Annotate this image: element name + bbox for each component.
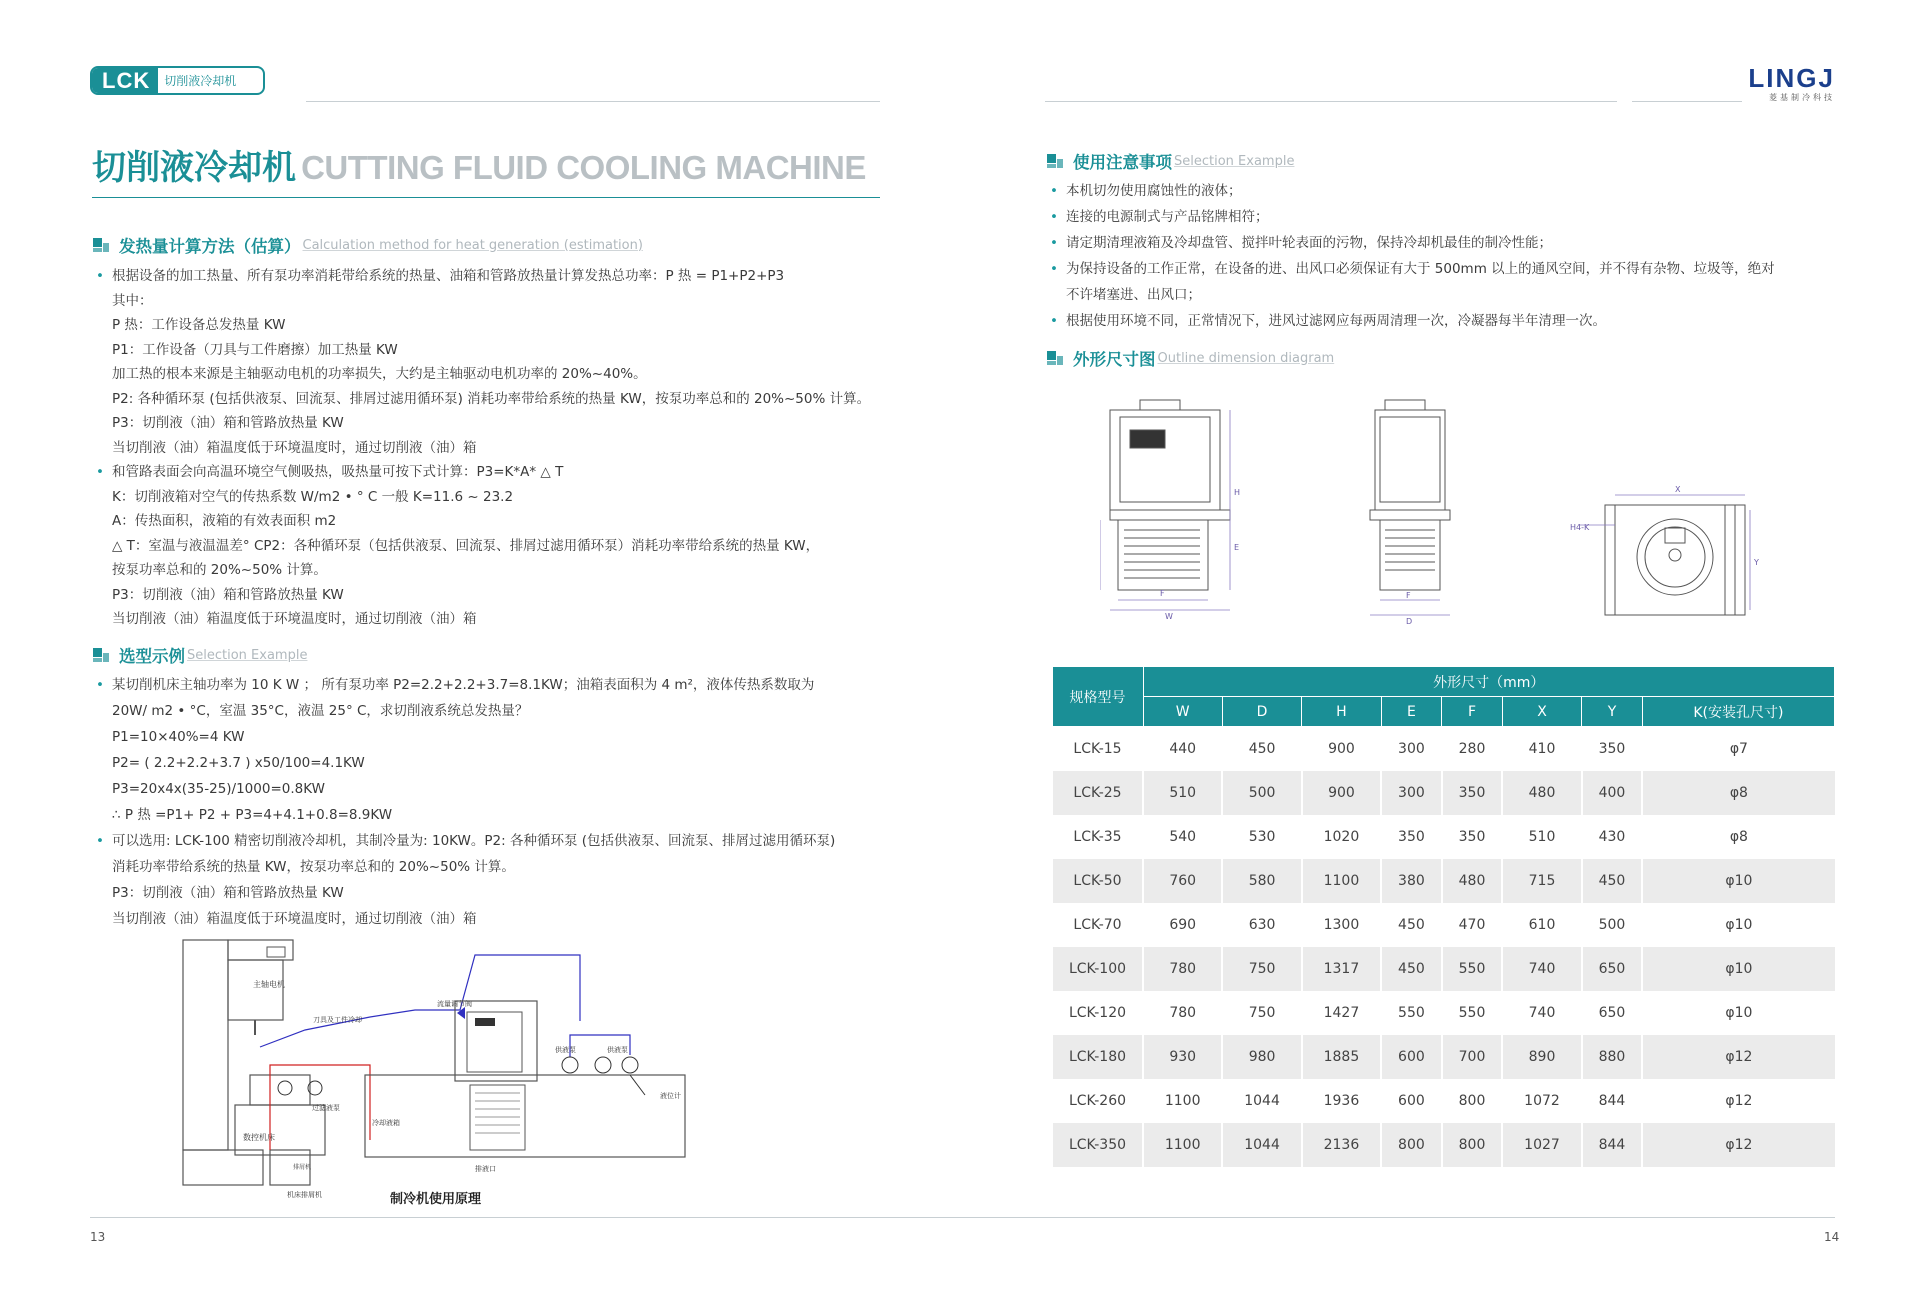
table-row bbox=[1052, 947, 1835, 991]
text-line: • 连接的电源制式与产品铭牌相符； bbox=[1066, 208, 1269, 226]
label-drain-box: 排屑机 bbox=[293, 1164, 312, 1171]
dimension-cell: 740 bbox=[1502, 991, 1581, 1035]
front-view bbox=[1110, 400, 1230, 590]
header-rule-mid bbox=[1045, 101, 1617, 102]
outline-section-en: Outline dimension diagram bbox=[1157, 350, 1335, 366]
dimension-cell: 1020 bbox=[1302, 815, 1381, 859]
dimension-cell: 980 bbox=[1222, 1035, 1301, 1079]
text-line: P2: 各种循环泵 (包括供液泵、回流泵、排屑过滤用循环泵) 消耗功率带给系统的热量 KW，按泵功率总和的 20%~50% 计算。 bbox=[112, 390, 871, 407]
column-header: W bbox=[1143, 697, 1222, 727]
dimension-group-header: 外形尺寸（mm） bbox=[1143, 667, 1835, 697]
model-cell: LCK-25 bbox=[1052, 771, 1143, 815]
dim-label-x: X bbox=[1675, 485, 1681, 494]
outline-section-zh: 外形尺寸图 bbox=[1073, 350, 1156, 369]
table-row bbox=[1052, 815, 1835, 859]
dimension-cell: 1936 bbox=[1302, 1079, 1381, 1123]
dimension-cell: 510 bbox=[1502, 815, 1581, 859]
dimension-cell: 1427 bbox=[1302, 991, 1381, 1035]
dimension-cell: 1317 bbox=[1302, 947, 1381, 991]
dimension-cell: 1300 bbox=[1302, 903, 1381, 947]
badge-code: LCK bbox=[92, 68, 158, 93]
series-badge bbox=[90, 66, 265, 95]
heat-section-zh: 发热量计算方法（估算） bbox=[119, 237, 301, 256]
dimension-cell: 760 bbox=[1143, 859, 1222, 903]
dimension-cell: φ10 bbox=[1642, 903, 1834, 947]
dimension-cell: φ7 bbox=[1642, 727, 1834, 772]
dim-label-h: H bbox=[1234, 488, 1241, 497]
dimension-cell: 540 bbox=[1143, 815, 1222, 859]
top-view bbox=[1605, 505, 1745, 615]
dimension-cell: 1044 bbox=[1222, 1123, 1301, 1167]
dimension-cell: 930 bbox=[1143, 1035, 1222, 1079]
valve-icon bbox=[457, 1007, 465, 1019]
dimension-cell: 300 bbox=[1381, 727, 1442, 772]
text-line: 消耗功率带给系统的热量 KW，按泵功率总和的 20%~50% 计算。 bbox=[112, 859, 515, 875]
worktable bbox=[250, 1075, 310, 1105]
dimension-cell: 280 bbox=[1442, 727, 1503, 772]
model-cell: LCK-180 bbox=[1052, 1035, 1143, 1079]
heat-section-heading bbox=[93, 233, 643, 257]
dimension-cell: 530 bbox=[1222, 815, 1301, 859]
text-line: 不许堵塞进、出风口； bbox=[1066, 287, 1201, 303]
dimension-cell: φ8 bbox=[1642, 815, 1834, 859]
text-line: 当切削液（油）箱温度低于环境温度时，通过切削液（油）箱 bbox=[112, 439, 477, 456]
dimension-cell: 1100 bbox=[1302, 859, 1381, 903]
logo-main: LINGJ bbox=[1748, 63, 1835, 93]
dimension-cell: 350 bbox=[1381, 815, 1442, 859]
level-gauge-line bbox=[630, 1075, 645, 1095]
dimension-cell: 890 bbox=[1502, 1035, 1581, 1079]
label-cooling-tank: 冷却液箱 bbox=[372, 1119, 400, 1127]
header-rule-left bbox=[306, 101, 880, 102]
table-row bbox=[1052, 771, 1835, 815]
table-row bbox=[1052, 1035, 1835, 1079]
label-cnc: 数控机床 bbox=[243, 1133, 275, 1142]
dimension-cell: 550 bbox=[1381, 991, 1442, 1035]
dimension-cell: 600 bbox=[1381, 1035, 1442, 1079]
text-line: • 请定期清理液箱及冷却盘管、搅拌叶轮表面的污物，保持冷却机最佳的制冷性能； bbox=[1066, 234, 1552, 252]
model-cell: LCK-70 bbox=[1052, 903, 1143, 947]
page-number-right: 14 bbox=[1824, 1230, 1840, 1244]
text-line: • 根据使用环境不同，正常情况下，进风过滤网应每两周清理一次，冷凝器每半年清理一次。 bbox=[1066, 312, 1606, 330]
spindle-motor bbox=[228, 960, 283, 1020]
header-rule-right bbox=[1632, 101, 1742, 102]
text-line: • 某切削机床主轴功率为 10 K W ； 所有泵功率 P2=2.2+2.2+3.7=8.1KW；油箱表面积为 4 m²，液体传热系数取为 bbox=[112, 676, 814, 694]
dimension-cell: 1072 bbox=[1502, 1079, 1581, 1123]
supply-pump-1 bbox=[562, 1057, 578, 1073]
dimension-cell: 800 bbox=[1381, 1123, 1442, 1167]
dimension-cell: φ12 bbox=[1642, 1035, 1834, 1079]
dimension-cell: 440 bbox=[1143, 727, 1222, 772]
dim-label-e: E bbox=[1234, 543, 1240, 552]
text-line: • 为保持设备的工作正常，在设备的进、出风口必须保证有大于 500mm 以上的通风空间，并不得有杂物、垃圾等，绝对 bbox=[1066, 260, 1775, 278]
dimension-cell: 550 bbox=[1442, 947, 1503, 991]
spec-table bbox=[1051, 666, 1835, 1167]
label-flow: 流量调节阀 bbox=[437, 1000, 472, 1008]
text-line: • 本机切勿使用腐蚀性的液体； bbox=[1066, 182, 1242, 200]
dimension-cell: 844 bbox=[1582, 1123, 1643, 1167]
dimension-cell: 470 bbox=[1442, 903, 1503, 947]
dimension-cell: 750 bbox=[1222, 947, 1301, 991]
badge-name: 切削液冷却机 bbox=[164, 74, 237, 88]
text-line: • 可以选用: LCK-100 精密切削液冷却机，其制冷量为: 10KW。P2: 各种循环泵 (包括供液泵、回流泵、排屑过滤用循环泵) bbox=[112, 832, 835, 850]
dimension-cell: 480 bbox=[1502, 771, 1581, 815]
model-cell: LCK-15 bbox=[1052, 727, 1143, 772]
dimension-cell: 740 bbox=[1502, 947, 1581, 991]
table-row bbox=[1052, 991, 1835, 1035]
page-title-en: CUTTING FLUID COOLING MACHINE bbox=[301, 149, 866, 186]
dimension-cell: 900 bbox=[1302, 771, 1381, 815]
outline-section-heading bbox=[1047, 346, 1334, 370]
logo-sub: 菱基制冷科技 bbox=[1769, 93, 1835, 102]
label-filter-pump: 过滤液泵 bbox=[312, 1104, 340, 1112]
dimension-cell: 1027 bbox=[1502, 1123, 1581, 1167]
dimension-cell: 350 bbox=[1442, 771, 1503, 815]
supply-pump-3 bbox=[622, 1057, 638, 1073]
dim-label-y: Y bbox=[1754, 558, 1759, 567]
text-line: A：传热面积，液箱的有效表面积 m2 bbox=[112, 513, 337, 529]
text-line: P 热：工作设备总发热量 KW bbox=[112, 317, 286, 333]
dimension-cell: 690 bbox=[1143, 903, 1222, 947]
section-square-icon bbox=[1047, 351, 1063, 365]
dimension-cell: 380 bbox=[1381, 859, 1442, 903]
dimension-cell: 450 bbox=[1222, 727, 1301, 772]
label-return: 机床排屑机 bbox=[287, 1191, 322, 1199]
chiller-coil bbox=[470, 1085, 525, 1150]
company-logo bbox=[1745, 64, 1835, 104]
column-header: K(安装孔尺寸) bbox=[1642, 697, 1834, 727]
page-title bbox=[92, 140, 866, 189]
dimension-cell: φ10 bbox=[1642, 859, 1834, 903]
dimension-cell: 900 bbox=[1302, 727, 1381, 772]
selection-section-heading bbox=[93, 643, 307, 667]
dimension-cell: 300 bbox=[1381, 771, 1442, 815]
selection-section-zh: 选型示例 bbox=[119, 647, 185, 666]
dimension-cell: 715 bbox=[1502, 859, 1581, 903]
table-row bbox=[1052, 1079, 1835, 1123]
outline-dimension-diagram bbox=[1100, 395, 1800, 625]
dimension-cell: 480 bbox=[1442, 859, 1503, 903]
dimension-cell: 2136 bbox=[1302, 1123, 1381, 1167]
dimension-cell: 450 bbox=[1381, 903, 1442, 947]
side-view bbox=[1370, 400, 1450, 590]
label-pump2: 供液泵 bbox=[607, 1046, 628, 1054]
dimension-cell: 650 bbox=[1582, 947, 1643, 991]
selection-section-en: Selection Example bbox=[187, 647, 308, 663]
refrigeration-principle-diagram bbox=[175, 935, 835, 1205]
footer-rule bbox=[90, 1217, 1835, 1218]
dim-label-k: H4-K bbox=[1570, 523, 1590, 532]
column-header: E bbox=[1381, 697, 1442, 727]
column-header: X bbox=[1502, 697, 1581, 727]
cnc-column bbox=[183, 940, 228, 1150]
label-tool: 刀具及工件冷却 bbox=[313, 1016, 362, 1024]
dimension-cell: 350 bbox=[1442, 815, 1503, 859]
notice-section-zh: 使用注意事项 bbox=[1073, 153, 1172, 172]
text-line: 当切削液（油）箱温度低于环境温度时，通过切削液（油）箱 bbox=[112, 911, 477, 927]
section-square-icon bbox=[1047, 154, 1063, 168]
chiller-display bbox=[475, 1018, 495, 1026]
label-spindle: 主轴电机 bbox=[253, 980, 285, 989]
text-line: △ T：室温与液温温差° CP2：各种循环泵（包括供液泵、回流泵、排屑过滤用循环泵）消耗功率带给系统的热量 KW， bbox=[112, 537, 820, 554]
model-cell: LCK-50 bbox=[1052, 859, 1143, 903]
text-line: P2= ( 2.2+2.2+3.7 ) x50/100=4.1KW bbox=[112, 755, 365, 771]
section-square-icon bbox=[93, 238, 109, 252]
dimension-cell: 550 bbox=[1442, 991, 1503, 1035]
column-header: Y bbox=[1582, 697, 1643, 727]
dimension-cell: 800 bbox=[1442, 1123, 1503, 1167]
text-line: 20W/ m2 • °C，室温 35°C，液温 25° C，求切削液系统总发热量？ bbox=[112, 703, 529, 719]
dim-label-w: W bbox=[1165, 612, 1173, 621]
text-line: P3：切削液（油）箱和管路放热量 KW bbox=[112, 415, 344, 431]
dimension-cell: φ12 bbox=[1642, 1079, 1834, 1123]
model-cell: LCK-35 bbox=[1052, 815, 1143, 859]
dimension-cell: φ10 bbox=[1642, 947, 1834, 991]
text-line: 当切削液（油）箱温度低于环境温度时，通过切削液（油）箱 bbox=[112, 611, 477, 627]
dimension-cell: 510 bbox=[1143, 771, 1222, 815]
column-header: D bbox=[1222, 697, 1301, 727]
model-cell: LCK-100 bbox=[1052, 947, 1143, 991]
dimension-cell: 650 bbox=[1582, 991, 1643, 1035]
dimension-cell: 500 bbox=[1582, 903, 1643, 947]
dimension-cell: 430 bbox=[1582, 815, 1643, 859]
dimension-cell: 780 bbox=[1143, 947, 1222, 991]
text-line: ∴ P 热 =P1+ P2 + P3=4+4.1+0.8=8.9KW bbox=[112, 807, 393, 823]
text-line: P3=20x4x(35-25)/1000=0.8KW bbox=[112, 781, 325, 797]
heat-section-en: Calculation method for heat generation (estimation) bbox=[302, 237, 643, 253]
dimension-cell: 350 bbox=[1582, 727, 1643, 772]
side-view-dims bbox=[1370, 600, 1450, 615]
dimension-cell: 630 bbox=[1222, 903, 1301, 947]
notice-section-heading bbox=[1047, 149, 1294, 173]
dimension-cell: 610 bbox=[1502, 903, 1581, 947]
dimension-cell: 700 bbox=[1442, 1035, 1503, 1079]
title-underline bbox=[92, 197, 880, 198]
diagram-caption: 制冷机使用原理 bbox=[390, 1192, 482, 1205]
dimension-cell: 500 bbox=[1222, 771, 1301, 815]
dim-label-f2: F bbox=[1406, 591, 1411, 600]
dimension-cell: 1100 bbox=[1143, 1123, 1222, 1167]
dimension-cell: 780 bbox=[1143, 991, 1222, 1035]
dimension-cell: φ12 bbox=[1642, 1123, 1834, 1167]
model-cell: LCK-260 bbox=[1052, 1079, 1143, 1123]
filter-pump-motor bbox=[278, 1081, 292, 1095]
label-outlet: 排液口 bbox=[475, 1165, 496, 1173]
spindle-cap bbox=[267, 947, 285, 957]
dimension-cell: 750 bbox=[1222, 991, 1301, 1035]
table-row bbox=[1052, 903, 1835, 947]
text-line: • 和管路表面会向高温环境空气侧吸热，吸热量可按下式计算：P3=K*A* △ T bbox=[112, 463, 563, 481]
supply-pump-2 bbox=[595, 1057, 611, 1073]
dimension-cell: 600 bbox=[1381, 1079, 1442, 1123]
dimension-cell: 1885 bbox=[1302, 1035, 1381, 1079]
notice-section-en: Selection Example bbox=[1174, 153, 1295, 169]
model-cell: LCK-350 bbox=[1052, 1123, 1143, 1167]
dimension-cell: 450 bbox=[1582, 859, 1643, 903]
text-line: P1=10×40%=4 KW bbox=[112, 729, 245, 745]
column-header: H bbox=[1302, 697, 1381, 727]
text-line: P1：工作设备（刀具与工件磨擦）加工热量 KW bbox=[112, 341, 398, 358]
text-line: P3：切削液（油）箱和管路放热量 KW bbox=[112, 586, 344, 603]
section-square-icon bbox=[93, 648, 109, 662]
text-line: 按泵功率总和的 20%~50% 计算。 bbox=[112, 562, 327, 578]
dim-label-f: F bbox=[1160, 589, 1165, 598]
dimension-cell: 800 bbox=[1442, 1079, 1503, 1123]
dimension-cell: 450 bbox=[1381, 947, 1442, 991]
dimension-cell: 880 bbox=[1582, 1035, 1643, 1079]
model-cell: LCK-120 bbox=[1052, 991, 1143, 1035]
dimension-cell: 580 bbox=[1222, 859, 1301, 903]
dim-label-d: D bbox=[1406, 617, 1413, 625]
label-level: 液位计 bbox=[660, 1092, 681, 1100]
coil-lines bbox=[475, 1093, 520, 1133]
text-line: P3：切削液（油）箱和管路放热量 KW bbox=[112, 885, 344, 901]
dimension-cell: 844 bbox=[1582, 1079, 1643, 1123]
dimension-cell: 1044 bbox=[1222, 1079, 1301, 1123]
table-row bbox=[1052, 859, 1835, 903]
label-pump1: 供液泵 bbox=[555, 1046, 576, 1054]
text-line: 其中： bbox=[112, 292, 153, 309]
model-header: 规格型号 bbox=[1052, 667, 1143, 727]
text-line: • 根据设备的加工热量、所有泵功率消耗带给系统的热量、油箱和管路放热量计算发热总功率：P 热 = P1+P2+P3 bbox=[112, 267, 784, 285]
dimension-cell: φ10 bbox=[1642, 991, 1834, 1035]
column-header: F bbox=[1442, 697, 1503, 727]
dimension-cell: φ8 bbox=[1642, 771, 1834, 815]
text-line: K：切削液箱对空气的传热系数 W/m2 • ° C 一般 K=11.6 ~ 23.2 bbox=[112, 488, 514, 505]
text-line: 加工热的根本来源是主轴驱动电机的功率损失，大约是主轴驱动电机功率的 20%~40%。 bbox=[112, 366, 647, 382]
table-row bbox=[1052, 1123, 1835, 1167]
table-row bbox=[1052, 727, 1835, 772]
dimension-cell: 1100 bbox=[1143, 1079, 1222, 1123]
page-title-zh: 切削液冷却机 bbox=[92, 148, 296, 188]
page-number-left: 13 bbox=[90, 1230, 106, 1244]
cnc-base bbox=[235, 1105, 325, 1155]
dimension-cell: 410 bbox=[1502, 727, 1581, 772]
dimension-cell: 400 bbox=[1582, 771, 1643, 815]
